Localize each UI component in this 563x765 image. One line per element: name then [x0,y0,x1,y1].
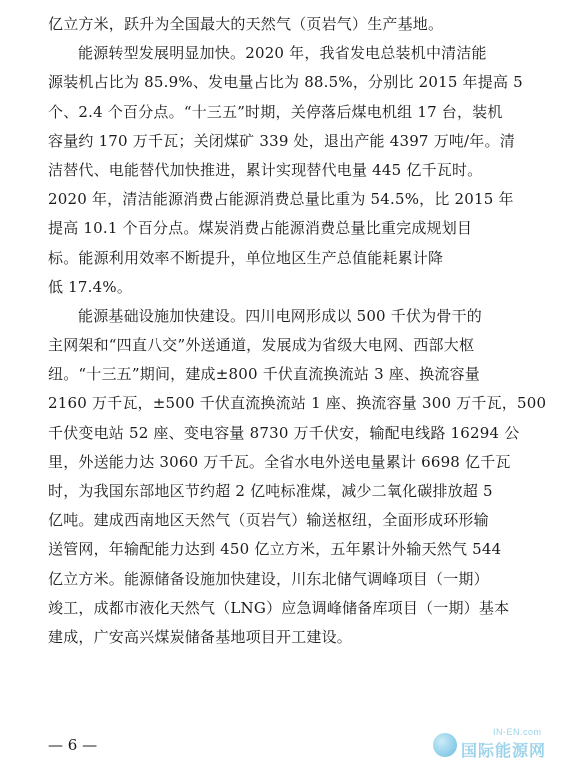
text-line: 时，为我国东部地区节约超 2 亿吨标准煤，减少二氧化碳排放超 5 [48,482,493,500]
paragraph-energy-transition [48,39,523,302]
watermark-logo [433,727,553,759]
text-line: 2020 年，清洁能源消费占能源消费总量比重为 54.5%，比 2015 年 [48,190,514,209]
globe-icon [433,733,457,757]
page-number: — 6 — [48,736,98,754]
text-line: 纽。“十三五”期间，建成±800 千伏直流换流站 3 座、换流容量 [48,365,480,384]
text-line: 千伏变电站 52 座、变电容量 8730 万千伏安，输配电线路 16294 公 [48,423,520,442]
text-line: 里，外送能力达 3060 万千瓦。全省水电外送电量累计 6698 亿千瓦 [48,452,511,471]
text-line: 送管网，年输配能力达到 450 亿立方米，五年累计外输天然气 544 [48,540,502,559]
text-line: 提高 10.1 个百分点。煤炭消费占能源消费总量比重完成规划目 [48,219,473,238]
text-line: 个、2.4 个百分点。“十三五”时期，关停落后煤电机组 17 台，装机 [48,102,503,121]
text-line: 标。能源利用效率不断提升，单位地区生产总值能耗累计降 [48,248,444,267]
text-line: 能源基础设施加快建设。四川电网形成以 500 千伏为骨干的 [78,306,482,325]
body-text [48,10,547,652]
watermark-domain: IN-EN.com [493,727,542,737]
text-line: 亿吨。建成西南地区天然气（页岩气）输送枢纽，全面形成环形输 [48,511,489,530]
text-line: 主网架和“四直八交”外送通道，发展成为省级大电网、西部大枢 [48,336,475,355]
text-line: 竣工，成都市液化天然气（LNG）应急调峰储备库项目（一期）基本 [48,598,510,617]
text-line: 洁替代、电能替代加快推进，累计实现替代电量 445 亿千瓦时。 [48,160,483,179]
paragraph-continuation [48,10,520,39]
paragraph-infrastructure [48,302,547,652]
text-line: 能源转型发展明显加快。2020 年，我省发电总装机中清洁能 [78,44,487,63]
text-line: 低 17.4%。 [48,277,133,296]
text-line: 源装机占比为 85.9%、发电量占比为 88.5%，分别比 2015 年提高 5 [48,73,523,92]
text-line: 亿立方米，跃升为全国最大的天然气（页岩气）生产基地。 [48,15,444,33]
watermark-name: 国际能源网 [461,741,547,760]
text-line: 容量约 170 万千瓦；关闭煤矿 339 处，退出产能 4397 万吨/年。清 [48,131,515,150]
text-line: 亿立方米。能源储备设施加快建设，川东北储气调峰项目（一期） [48,569,489,588]
text-line: 建成，广安高兴煤炭储备基地项目开工建设。 [48,627,353,646]
text-line: 2160 万千瓦，±500 千伏直流换流站 1 座、换流容量 300 万千瓦，500 [48,394,547,413]
